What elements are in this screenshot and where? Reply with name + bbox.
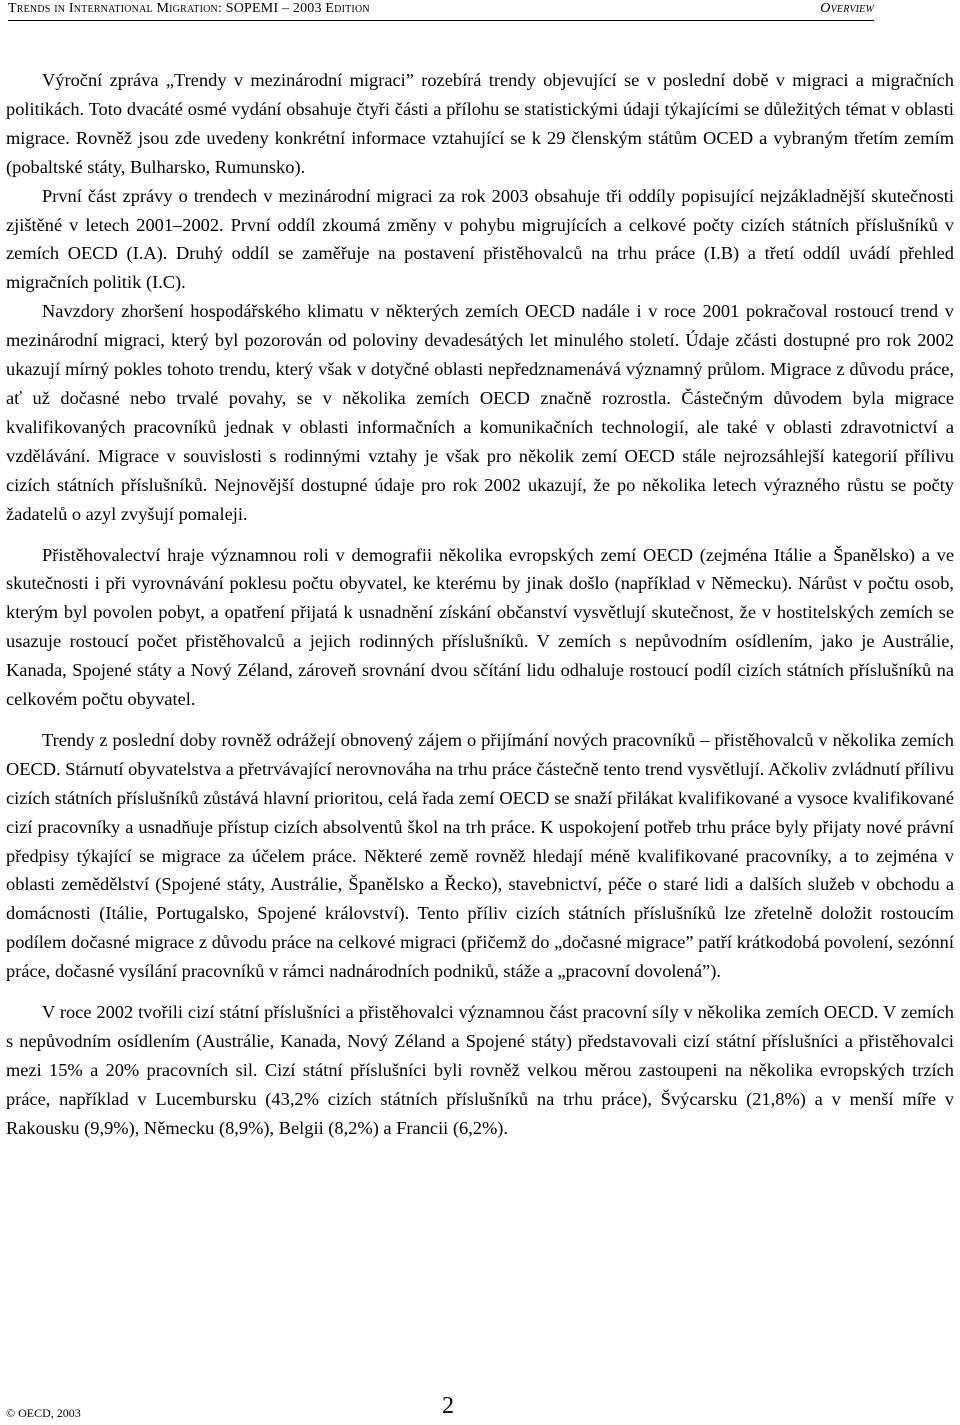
copyright-notice: © OECD, 2003 <box>6 1406 81 1420</box>
paragraph-migration-trend: Navzdory zhoršení hospodářského klimatu v některých zemích OECD nadále i v roce 2001 pokračoval rostoucí trend v mezinárodní migraci, který byl pozorován od poloviny devadesátých let minulého století. Údaje zčásti dostupné pro rok 2002 ukazují mírný pokles tohoto trendu, který však v dotyčné oblasti nepředznamenává významný průlom. Migrace z důvodu práce, ať už dočasné nebo trvalé povahy, se v několika zemích OECD značně rozrostla. Částečným důvodem byla migrace kvalifikovaných pracovníků jednak v oblasti informačních a komunikačních technologií, ale také v oblasti zdravotnictví a vzdělávání. Migrace v souvislosti s rodinnými vztahy je však pro několik zemí OECD stále nejrozsáhlejší kategorií přílivu cizích státních příslušníků. Nejnovější dostupné údaje pro rok 2002 ukazují, že po několika letech výrazného růstu se počty žadatelů o azyl zvyšují pomaleji. <box>6 301 954 524</box>
paragraph-labour-force: V roce 2002 tvořili cizí státní příslušníci a přistěhovalci významnou část pracovní síly v několika zemích OECD. V zemích s nepůvodním osídlením (Austrálie, Kanada, Nový Zéland a Spojené státy) představovali cizí státní příslušníci a přistěhovalci mezi 15% a 20% pracovních sil. Cizí státní příslušníci byli rovněž velkou měrou zastoupeni na několika evropských trzích práce, například v Lucembursku (43,2% cizích státních příslušníků na trhu práce), Švýcarsku (21,8%) a v menší míře v Rakousku (9,9%), Německu (8,9%), Belgii (8,2%) a Francii (6,2%). <box>6 1002 954 1138</box>
paragraph-demography: Přistěhovalectví hraje významnou roli v demografii několika evropských zemí OECD (zejména Itálie a Španělsko) a ve skutečnosti i při vyrovnávání poklesu počtu obyvatel, ke kterému by jinak došlo (například v Německu). Nárůst v počtu osob, kterým byl povolen pobyt, a opatření přijatá k usnadnění získání občanství vysvětlují skutečnost, že v hostitelských zemích se usazuje rostoucí počet přistěhovalců a jejich rodinných příslušníků. V zemích s nepůvodním osídlením, jako je Austrálie, Kanada, Spojené státy a Nový Zéland, zároveň srovnání dvou sčítání lidu odhaluje rostoucí podíl cizích státních příslušníků na celkovém počtu obyvatel. <box>6 544 954 710</box>
body-text <box>6 66 954 1143</box>
header-title: Trends in International Migration: SOPEMI – 2003 Edition <box>8 1 370 16</box>
paragraph-recruitment: Trendy z poslední doby rovněž odrážejí obnovený zájem o přijímání nových pracovníků – přistěhovalců v několika zemích OECD. Stárnutí obyvatelstva a přetrvávající nerovnováha na trhu práce částečně tento trend vysvětlují. Ačkoliv zvládnutí přílivu cizích státních příslušníků zůstává hlavní prioritou, celá řada zemí OECD se snaží přilákat kvalifikované a vysoce kvalifikované cizí pracovníky a usnadňuje přístup cizích absolventů škol na trh práce. K uspokojení potřeb trhu práce byly přijaty nové právní předpisy týkající se migrace za účelem práce. Některé země rovněž hledají méně kvalifikované pracovníky, a to zejména v oblasti zemědělství (Spojené státy, Austrálie, Španělsko a Řecko), stavebnictví, péče o staré lidi a dalších služeb v obchodu a domácnosti (Itálie, Portugalsko, Spojené království). Tento příliv cizích státních příslušníků lze zřetelně doložit rostoucím podílem dočasné migrace z důvodu práce na celkové migraci (přičemž do „dočasné migrace” patří krátkodobá povolení, sezónní práce, dočasné vysílání pracovníků v rámci nadnárodních podniků, stáže a „pracovní dovolená”). <box>6 729 954 982</box>
header-section: Overview <box>820 1 874 16</box>
paragraph-part-one: První část zprávy o trendech v mezinárodní migraci za rok 2003 obsahuje tři oddíly popisující nejzákladnější skutečnosti zjištěné v letech 2001–2002. První oddíl zkoumá změny v pohybu migrujících a celkové počty cizích státních příslušníků v zemích OECD (I.A). Druhý oddíl se zaměřuje na postavení přistěhovalců na trhu práce (I.B) a třetí oddíl uvádí přehled migračních politik (I.C). <box>6 185 954 293</box>
page-number: 2 <box>442 1393 454 1419</box>
running-header <box>8 0 874 21</box>
paragraph-intro: Výroční zpráva „Trendy v mezinárodní migraci” rozebírá trendy objevující se v poslední době v migraci a migračních politikách. Toto dvacáté osmé vydání obsahuje čtyři části a přílohu se statistickými údaji týkajícími se důležitých témat v oblasti migrace. Rovněž jsou zde uvedeny konkrétní informace vztahující se k 29 členským státům OCED a vybraným třetím zemím (pobaltské státy, Bulharsko, Rumunsko). <box>6 70 954 177</box>
page-footer <box>6 1393 954 1421</box>
